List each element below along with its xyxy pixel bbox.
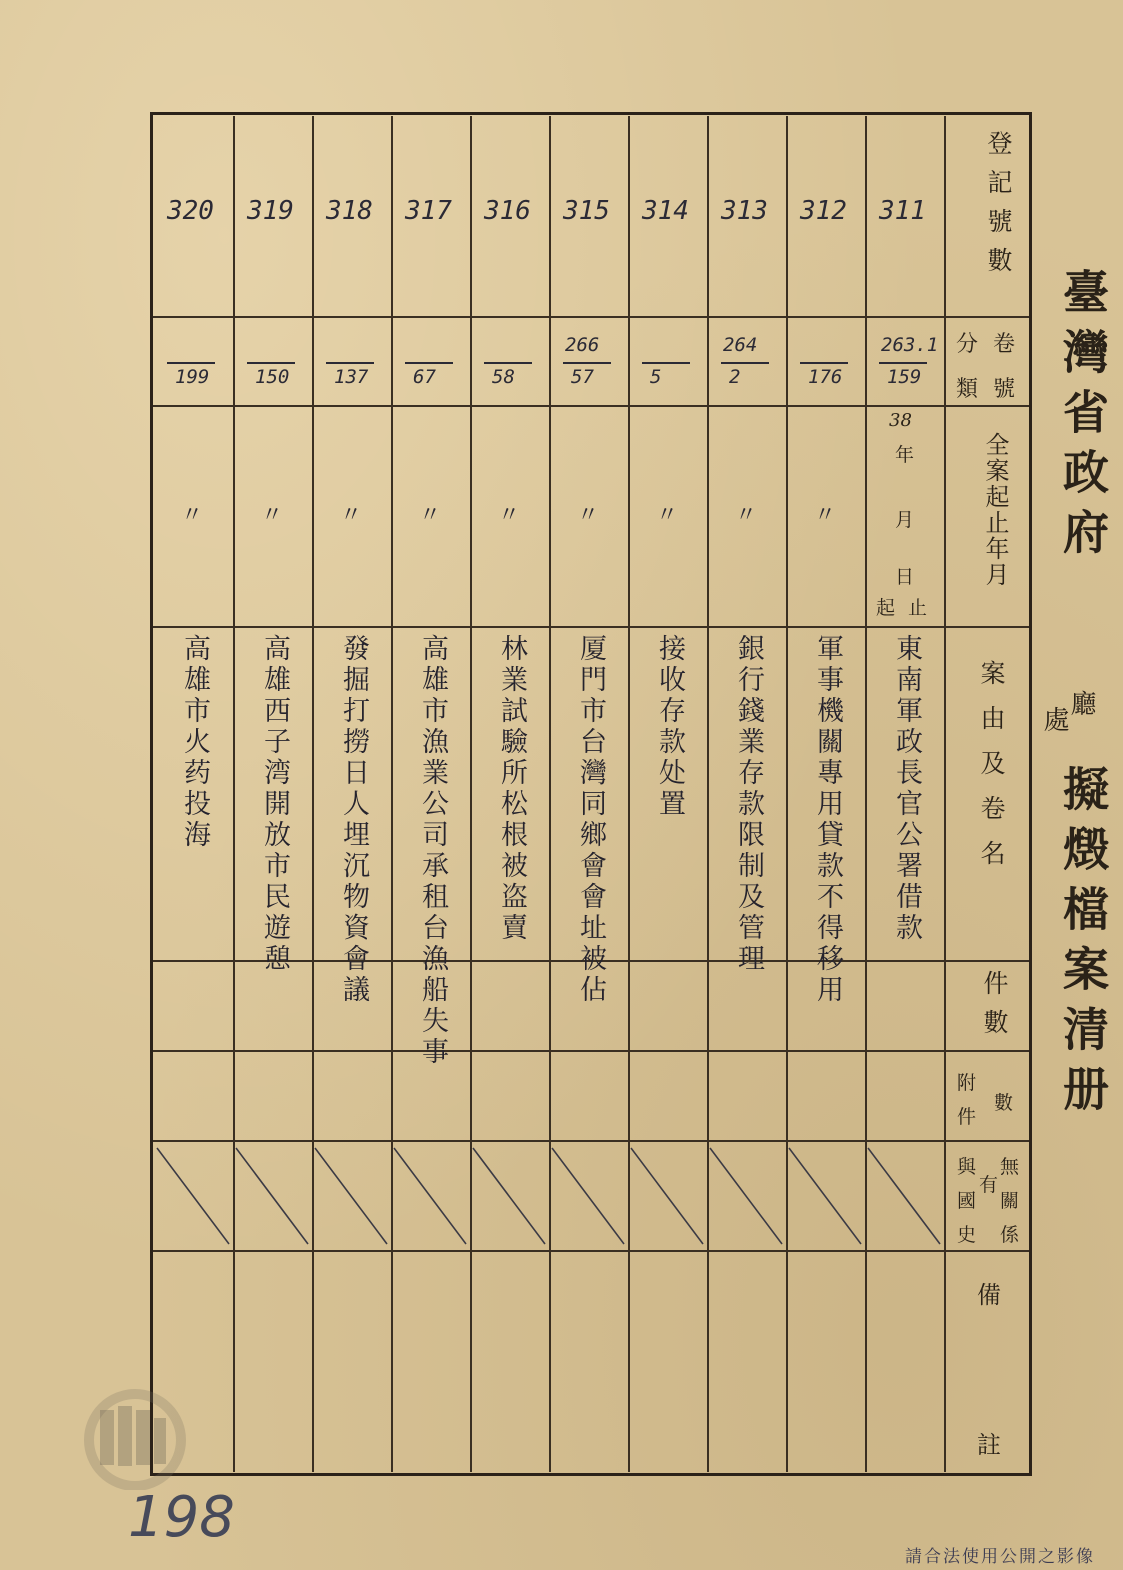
header-relation-d: 有: [979, 1174, 999, 1196]
strikeout-line: [631, 1148, 703, 1244]
fraction-bar: [563, 362, 611, 364]
header-relation-a: 與: [957, 1156, 977, 1178]
row-class-no: 176: [808, 366, 843, 388]
fraction-bar: [800, 362, 848, 364]
header-day: 日: [895, 566, 915, 588]
row-reg-no: 314: [642, 196, 689, 226]
row-date-ditto: 〃: [340, 503, 363, 528]
row-subject: 接收存款处置: [654, 634, 685, 820]
header-vol-a: 卷: [993, 332, 1016, 357]
row-class-no: 2: [729, 366, 741, 388]
header-start: 起: [876, 597, 896, 619]
page-number: 198: [128, 1485, 235, 1550]
row-class-no: 5: [650, 366, 662, 388]
header-attach-a: 附: [957, 1072, 977, 1094]
header-relation-b: 國: [957, 1190, 977, 1212]
header-relation-c: 史: [957, 1224, 977, 1246]
fraction-bar: [721, 362, 769, 364]
strikeout-line: [315, 1148, 387, 1244]
row-divider: [153, 316, 1029, 318]
document-title: 臺灣省政府: [1056, 268, 1110, 568]
row-date-ditto: 〃: [814, 503, 837, 528]
fraction-bar: [167, 362, 215, 364]
row-divider: [153, 1050, 1029, 1052]
fraction-bar: [879, 362, 927, 364]
row-reg-no: 312: [800, 196, 847, 226]
row-divider: [153, 405, 1029, 407]
department-label-left: 處: [1039, 706, 1069, 732]
row-date-ditto: 〃: [577, 503, 600, 528]
row-subject: 高雄市火药投海: [179, 634, 210, 851]
row-subject: 發掘打撈日人埋沉物資會議: [338, 634, 369, 1006]
row-date-ditto: 〃: [656, 503, 679, 528]
fraction-bar: [326, 362, 374, 364]
header-year: 年: [895, 444, 915, 466]
column-divider: [786, 116, 788, 1472]
department-label-right: 廳: [1066, 690, 1096, 716]
header-relation-e: 無: [1000, 1156, 1020, 1178]
header-relation-g: 係: [1000, 1224, 1020, 1246]
header-reg-no: 登記號數: [984, 130, 1013, 286]
row-class-no: 199: [175, 366, 210, 388]
header-period: 全案起止年月: [981, 432, 1009, 588]
header-count: 件數: [980, 970, 1009, 1048]
header-relation-f: 關: [1000, 1190, 1020, 1212]
fraction-bar: [247, 362, 295, 364]
header-remarks-a: 備: [977, 1281, 1001, 1309]
row-reg-no: 319: [247, 196, 294, 226]
row-date-ditto: 〃: [261, 503, 284, 528]
strikeout-line: [394, 1148, 466, 1244]
row-divider: [153, 626, 1029, 628]
row-subject: 林業試驗所松根被盗賣: [496, 634, 527, 944]
row-subject: 銀行錢業存款限制及管理: [733, 634, 764, 975]
column-divider: [628, 116, 630, 1472]
header-attach-c: 數: [994, 1092, 1014, 1114]
fraction-bar: [484, 362, 532, 364]
row-date-ditto: 〃: [419, 503, 442, 528]
column-divider: [944, 116, 946, 1472]
row-subject: 高雄市漁業公司承租台漁船失事: [417, 634, 448, 1068]
strikeout-line: [710, 1148, 782, 1244]
row-vol-no: 264: [723, 334, 758, 356]
header-vol-b: 號: [993, 377, 1016, 402]
document-subtitle: 擬燬檔案清册: [1056, 765, 1110, 1125]
row-class-no: 67: [413, 366, 436, 388]
header-end: 止: [908, 597, 928, 619]
row-reg-no: 316: [484, 196, 531, 226]
row-reg-no: 313: [721, 196, 768, 226]
archive-logo-icon: [80, 1380, 190, 1490]
row-class-no: 150: [255, 366, 290, 388]
column-divider: [233, 116, 235, 1472]
header-cls-b: 類: [956, 377, 979, 402]
strikeout-line: [868, 1148, 940, 1244]
row-subject: 東南軍政長官公署借款: [891, 634, 922, 944]
header-cls-a: 分: [956, 332, 979, 357]
relation-strikeouts: [153, 1140, 953, 1250]
fraction-bar: [405, 362, 453, 364]
column-divider: [549, 116, 551, 1472]
row-class-no: 159: [887, 366, 922, 388]
row-subject: 厦門市台灣同鄉會會址被佔: [575, 634, 606, 1006]
header-year-value: 38: [889, 410, 912, 431]
row-vol-no: 263.1: [881, 334, 939, 356]
row-class-no: 57: [571, 366, 594, 388]
row-reg-no: 317: [405, 196, 452, 226]
header-remarks-b: 註: [977, 1431, 1001, 1459]
row-date-ditto: 〃: [735, 503, 758, 528]
header-attach-b: 件: [957, 1106, 977, 1128]
column-divider: [470, 116, 472, 1472]
column-divider: [707, 116, 709, 1472]
row-subject: 高雄西子湾開放市民遊憩: [259, 634, 290, 975]
row-vol-no: 266: [565, 334, 600, 356]
row-reg-no: 320: [167, 196, 214, 226]
row-class-no: 137: [334, 366, 369, 388]
row-divider: [153, 1250, 1029, 1252]
strikeout-line: [236, 1148, 308, 1244]
strikeout-line: [473, 1148, 545, 1244]
row-reg-no: 318: [326, 196, 373, 226]
column-divider: [312, 116, 314, 1472]
strikeout-line: [157, 1148, 229, 1244]
row-reg-no: 311: [879, 196, 926, 226]
strikeout-line: [552, 1148, 624, 1244]
row-date-ditto: 〃: [181, 503, 204, 528]
row-date-ditto: 〃: [498, 503, 521, 528]
footer-notice: 請合法使用公開之影像: [905, 1547, 1095, 1567]
strikeout-line: [789, 1148, 861, 1244]
fraction-bar: [642, 362, 690, 364]
column-divider: [865, 116, 867, 1472]
column-divider: [391, 116, 393, 1472]
row-class-no: 58: [492, 366, 515, 388]
row-subject: 軍事機關專用貸款不得移用: [812, 634, 843, 1006]
header-month: 月: [895, 509, 915, 531]
header-subject: 案由及卷名: [977, 660, 1006, 885]
row-reg-no: 315: [563, 196, 610, 226]
